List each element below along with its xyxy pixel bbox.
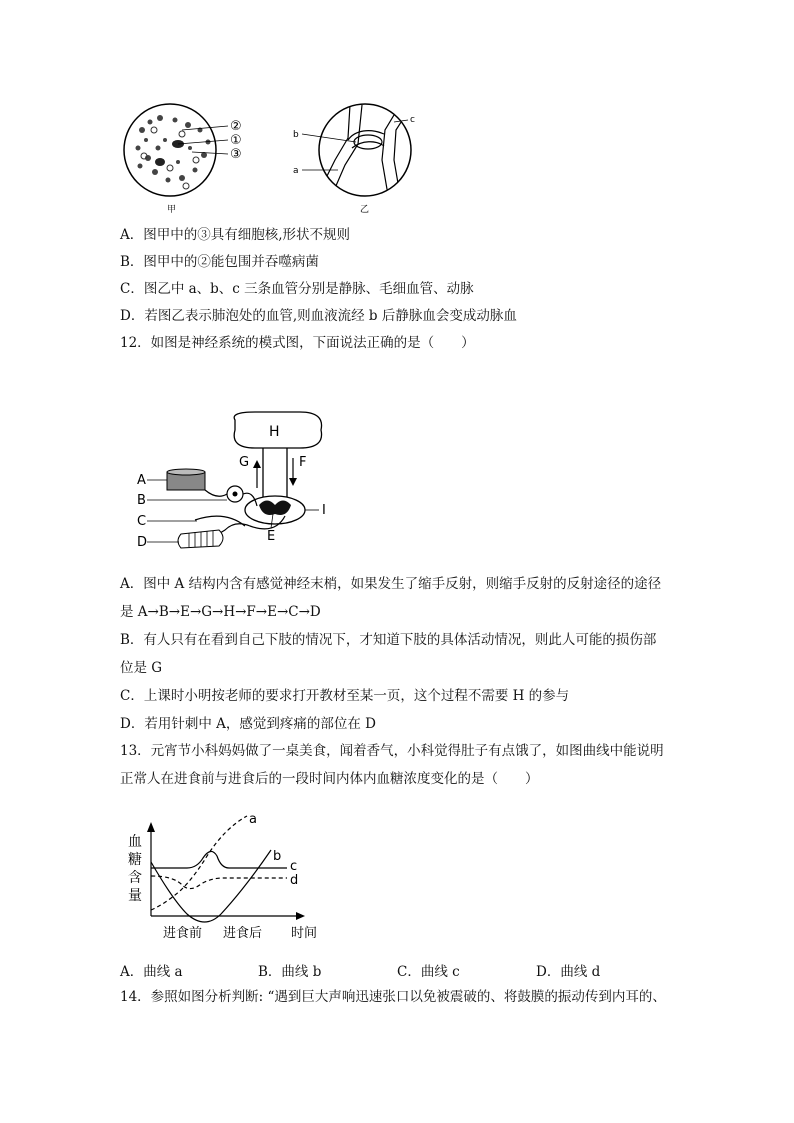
curve-d [151,876,287,889]
figure-nervous-system [135,410,365,555]
q13-option-d: D．曲线 d [536,964,601,980]
curve-c [151,851,287,868]
label-G: G [239,455,250,470]
label-D: D [137,535,148,550]
q13-stem-line1: 13．元宵节小科妈妈做了一桌美食，闻着香气，小科觉得肚子有点饿了，如图曲线中能说明 [120,743,664,759]
ylabel-char-2: 糖 [128,852,142,868]
label-F: F [299,455,307,470]
q13-option-b: B．曲线 b [258,964,322,980]
label-I: I [322,503,326,518]
q13-option-c: C．曲线 c [397,964,460,980]
q12-option-b-line2: 位是 G [120,660,163,676]
label-B: B [137,493,146,508]
curve-label-d: d [290,873,299,888]
label-E: E [267,529,276,544]
curve-b [151,850,271,922]
label-C: C [137,514,147,529]
figure-jia-blood-smear [120,100,270,215]
curve-label-b: b [273,849,282,864]
x-tick-time: 时间 [291,926,318,941]
q12-option-b-line1: B．有人只有在看到自己下肢的情况下，才知道下肢的具体活动情况，则此人可能的损伤部 [120,632,657,648]
jia-label-2: ② [230,119,242,134]
q12-option-c: C．上课时小明按老师的要求打开教材至某一页，这个过程不需要 H 的参与 [120,688,570,704]
q13-option-a: A．曲线 a [120,964,183,980]
label-A: A [137,473,146,488]
ylabel-char-1: 血 [128,834,142,850]
jia-label-3: ③ [230,147,242,162]
q12-option-d: D．若用针刺中 A，感觉到疼痛的部位在 D [120,716,376,732]
yi-label-a: a [293,166,299,176]
ylabel-char-3: 含 [128,870,142,886]
figure-yi-blood-vessels [290,100,420,215]
q12-stem: 12．如图是神经系统的模式图，下面说法正确的是（ ） [120,335,475,351]
jia-caption: 甲 [167,205,177,215]
q13-stem-line2: 正常人在进食前与进食后的一段时间内体内血糖浓度变化的是（ ） [120,771,539,787]
ylabel-char-4: 量 [128,888,142,904]
x-tick-before: 进食前 [163,926,203,941]
curve-label-c: c [290,859,298,874]
yi-caption: 乙 [360,205,370,215]
q11-option-c: C．图乙中 a、b、c 三条血管分别是静脉、毛细血管、动脉 [120,281,474,297]
figure-blood-sugar-graph [125,810,335,945]
x-tick-after: 进食后 [223,926,263,941]
q11-option-b: B．图甲中的②能包围并吞噬病菌 [120,254,319,270]
label-H: H [269,424,280,440]
yi-label-b: b [293,130,299,140]
q11-option-a: A．图甲中的③具有细胞核,形状不规则 [120,227,351,243]
q12-option-a-line1: A．图中 A 结构内含有感觉神经末梢，如果发生了缩手反射，则缩手反射的反射途径的途径 [120,576,662,592]
jia-label-1: ① [230,133,242,148]
q12-option-a-line2: 是 A→B→E→G→H→F→E→C→D [120,604,321,620]
curve-label-a: a [249,812,257,827]
yi-label-c: c [410,115,415,125]
q14-stem: 14．参照如图分析判断: “遇到巨大声响迅速张口以免被震破的、将鼓膜的振动传到内耳的、 [120,989,666,1005]
q11-option-d: D．若图乙表示肺泡处的血管,则血液流经 b 后静脉血会变成动脉血 [120,308,517,324]
